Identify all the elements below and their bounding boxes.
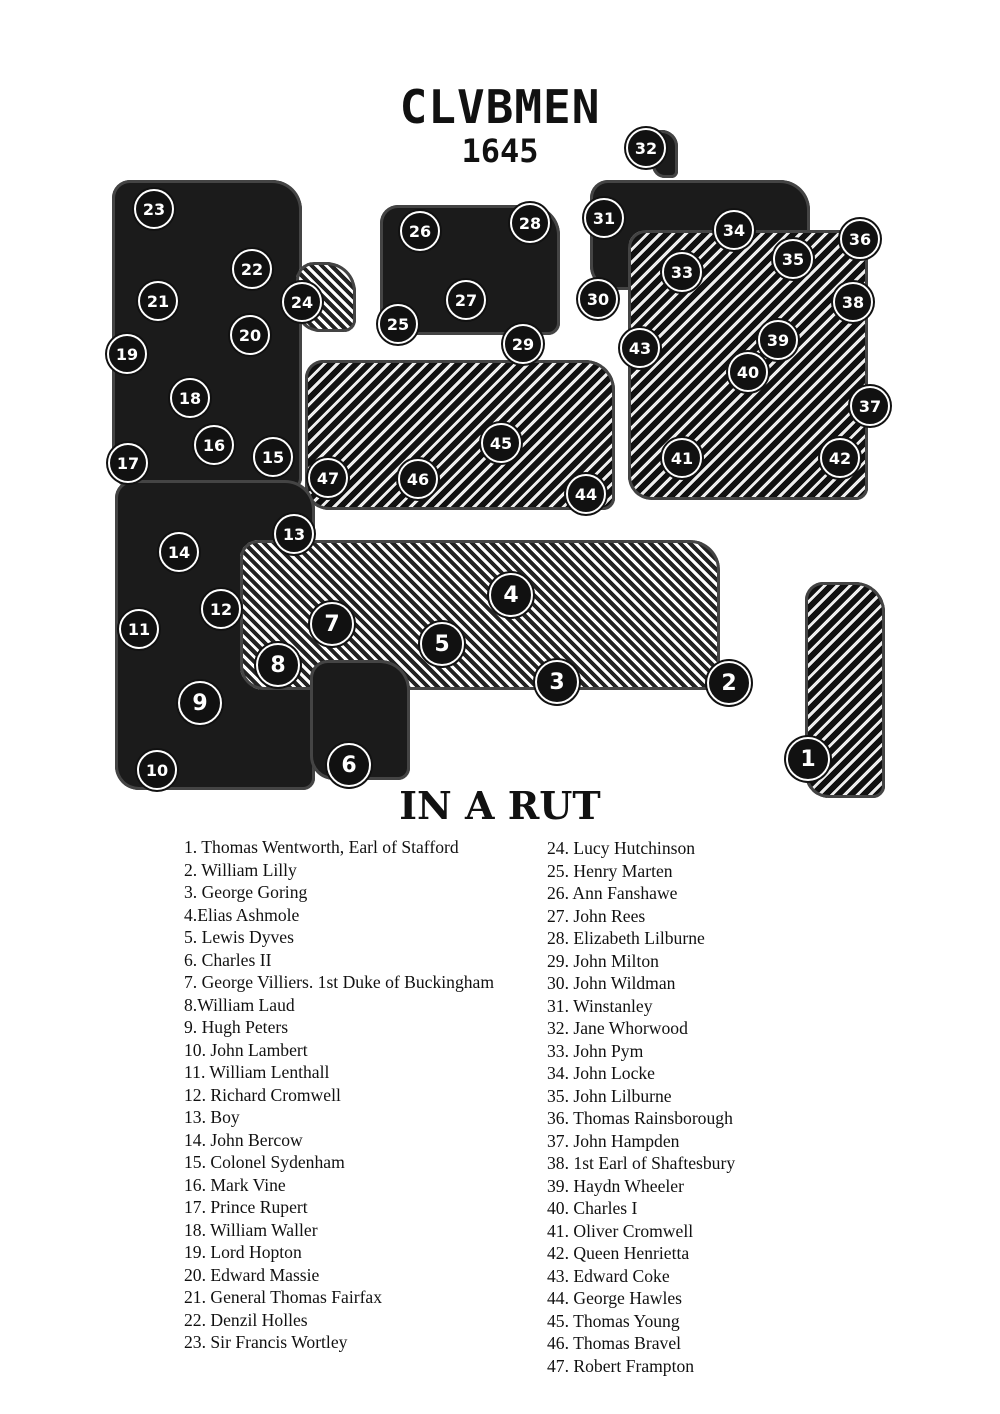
marker-41: 41 — [662, 438, 702, 478]
legend-item: 21. General Thomas Fairfax — [184, 1287, 383, 1307]
marker-4: 4 — [489, 573, 533, 617]
marker-20: 20 — [230, 315, 270, 355]
marker-28: 28 — [510, 203, 550, 243]
legend-item: 40. Charles I — [547, 1198, 638, 1218]
legend-item: 46. Thomas Bravel — [547, 1333, 682, 1353]
marker-7: 7 — [310, 602, 354, 646]
legend-item: 11. William Lenthall — [184, 1062, 330, 1082]
legend-item: 30. John Wildman — [547, 973, 676, 993]
marker-24: 24 — [282, 282, 322, 322]
marker-32: 32 — [626, 128, 666, 168]
legend-item: 33. John Pym — [547, 1040, 644, 1061]
marker-34: 34 — [714, 210, 754, 250]
legend-item: 22. Denzil Holles — [184, 1309, 308, 1330]
legend-item: 19. Lord Hopton — [184, 1242, 302, 1262]
marker-16: 16 — [194, 425, 234, 465]
poster-title: CLVBMEN — [399, 80, 601, 134]
marker-12: 12 — [201, 589, 241, 629]
legend-item: 45. Thomas Young — [547, 1310, 680, 1331]
legend-item: 3. George Goring — [184, 882, 308, 902]
legend-item: 44. George Hawles — [547, 1288, 683, 1308]
legend-item: 35. John Lilburne — [547, 1085, 672, 1106]
marker-25: 25 — [378, 304, 418, 344]
marker-10: 10 — [137, 750, 177, 790]
marker-3: 3 — [535, 660, 579, 704]
legend-item: 38. 1st Earl of Shaftesbury — [547, 1153, 736, 1173]
marker-46: 46 — [398, 459, 438, 499]
marker-13: 13 — [274, 514, 314, 554]
marker-6: 6 — [327, 743, 371, 787]
marker-18: 18 — [170, 378, 210, 418]
legend-item: 24. Lucy Hutchinson — [547, 838, 696, 858]
poster-year: 1645 — [461, 132, 539, 170]
legend-item: 43. Edward Coke — [547, 1265, 670, 1286]
legend-item: 14. John Bercow — [184, 1129, 303, 1150]
legend-item: 18. William Waller — [184, 1219, 318, 1240]
legend-item: 5. Lewis Dyves — [184, 927, 294, 947]
marker-31: 31 — [584, 198, 624, 238]
legend-item: 12. Richard Cromwell — [184, 1084, 341, 1105]
legend-right-column — [547, 837, 735, 1377]
legend-item: 16. Mark Vine — [184, 1174, 286, 1195]
legend-item: 47. Robert Frampton — [547, 1355, 695, 1376]
legend-item: 36. Thomas Rainsborough — [547, 1108, 733, 1128]
legend-item: 42. Queen Henrietta — [547, 1243, 690, 1263]
legend-item: 23. Sir Francis Wortley — [184, 1332, 348, 1352]
marker-43: 43 — [620, 328, 660, 368]
marker-35: 35 — [773, 239, 813, 279]
legend-item: 4.Elias Ashmole — [184, 904, 300, 925]
legend-item: 34. John Locke — [547, 1063, 655, 1083]
legend-item: 15. Colonel Sydenham — [184, 1152, 345, 1172]
legend-item: 9. Hugh Peters — [184, 1017, 289, 1037]
legend-item: 17. Prince Rupert — [184, 1197, 308, 1217]
legend-item: 8.William Laud — [184, 994, 295, 1015]
marker-14: 14 — [159, 532, 199, 572]
legend-item: 2. William Lilly — [184, 859, 297, 880]
marker-26: 26 — [400, 211, 440, 251]
legend-item: 26. Ann Fanshawe — [547, 883, 678, 903]
legend-item: 41. Oliver Cromwell — [547, 1220, 694, 1241]
marker-45: 45 — [481, 423, 521, 463]
legend-item: 10. John Lambert — [184, 1039, 308, 1060]
marker-23: 23 — [134, 189, 174, 229]
marker-44: 44 — [566, 474, 606, 514]
marker-27: 27 — [446, 280, 486, 320]
marker-22: 22 — [232, 249, 272, 289]
marker-47: 47 — [308, 458, 348, 498]
marker-21: 21 — [138, 281, 178, 321]
marker-38: 38 — [833, 282, 873, 322]
marker-11: 11 — [119, 609, 159, 649]
legend-item: 29. John Milton — [547, 950, 659, 971]
legend-item: 39. Haydn Wheeler — [547, 1175, 684, 1196]
legend-left-column — [184, 836, 494, 1354]
legend-item: 28. Elizabeth Lilburne — [547, 928, 705, 948]
legend-item: 32. Jane Whorwood — [547, 1018, 688, 1038]
marker-37: 37 — [850, 386, 890, 426]
marker-40: 40 — [728, 352, 768, 392]
marker-8: 8 — [256, 643, 300, 687]
marker-17: 17 — [108, 443, 148, 483]
marker-19: 19 — [107, 334, 147, 374]
marker-29: 29 — [503, 324, 543, 364]
legend-item: 13. Boy — [184, 1107, 240, 1127]
marker-42: 42 — [820, 438, 860, 478]
legend-item: 25. Henry Marten — [547, 860, 673, 881]
legend-item: 1. Thomas Wentworth, Earl of Stafford — [184, 837, 459, 857]
marker-39: 39 — [758, 320, 798, 360]
legend-item: 31. Winstanley — [547, 995, 653, 1016]
marker-30: 30 — [578, 279, 618, 319]
marker-2: 2 — [707, 661, 751, 705]
legend-item: 6. Charles II — [184, 949, 272, 970]
legend-item: 37. John Hampden — [547, 1130, 680, 1151]
marker-15: 15 — [253, 437, 293, 477]
marker-1: 1 — [786, 737, 830, 781]
legend-item: 27. John Rees — [547, 905, 646, 926]
marker-5: 5 — [420, 622, 464, 666]
marker-9: 9 — [178, 681, 222, 725]
legend-item: 7. George Villiers. 1st Duke of Buckingham — [184, 972, 495, 992]
marker-33: 33 — [662, 252, 702, 292]
poster-subtitle: IN A RUT — [399, 783, 601, 828]
marker-36: 36 — [840, 219, 880, 259]
legend-item: 20. Edward Massie — [184, 1264, 320, 1285]
